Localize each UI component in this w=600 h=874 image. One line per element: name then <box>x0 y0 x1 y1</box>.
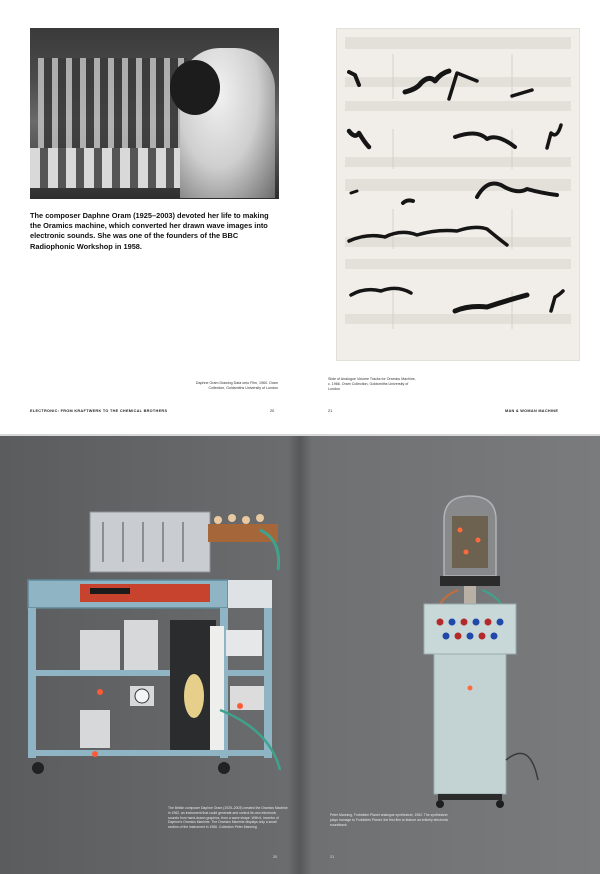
page-number-left: 20 <box>270 409 275 413</box>
main-caption: The composer Daphne Oram (1925–2003) devoted her life to making the Oramics machine, which converted her drawn wave images into electronic sounds. She was one of the founders of the BBC Radiophonic Workshop in 1958. <box>30 211 269 251</box>
score-drawing <box>337 29 579 360</box>
daphne-oram-photo <box>30 28 279 199</box>
page-number-bottom-left: 20 <box>273 855 278 859</box>
page-number-bottom-right: 21 <box>330 855 335 859</box>
oramics-machine-drawing <box>20 510 290 780</box>
score-staff-bands <box>345 37 571 324</box>
oramics-machine-photo <box>20 510 290 780</box>
page-number-right: 21 <box>328 409 333 413</box>
caption-synthesizer: Peter Manning, Forbidden Planet analogue synthesizer, 1962. The synthesizer plays homage to Forbidden Planet, the first film to feature an entirely electronic soundtrack. <box>330 813 449 827</box>
forbidden-planet-synth-photo <box>400 490 540 810</box>
synth-drawing <box>400 490 540 810</box>
photo-hair <box>170 60 220 115</box>
running-footer-left: ELECTRONIC: FROM KRAFTWERK TO THE CHEMICAL BROTHERS <box>30 409 168 413</box>
photo-equipment-rack <box>38 58 188 148</box>
analogue-volume-tracks-slide <box>337 29 579 360</box>
photo-credit-right: Slide of Analogue Volume Tracks for Oramics Machine, c. 1966. Oram Collection, Goldsmiths University of London <box>328 377 416 392</box>
score-bar-lines <box>393 54 512 329</box>
running-footer-right: MAN & WOMAN MACHINE <box>505 409 559 413</box>
photo-credit-left: Daphne Oram Drawing Data onto Film, 1960. Oram Collection, Goldsmiths University of London <box>195 381 278 391</box>
caption-oramics-machine: The British composer Daphne Oram (1925–2003) created the Oramics Machine in 1962, an instrument that could generate and control its own electronic sounds from hand-drawn graphics, from a wave shape. With it, inventor of Daphne's Oramics Machine. The Oramics Machine displays only a small section of the instrument in 1966. Collection Peter Manning <box>168 806 288 830</box>
